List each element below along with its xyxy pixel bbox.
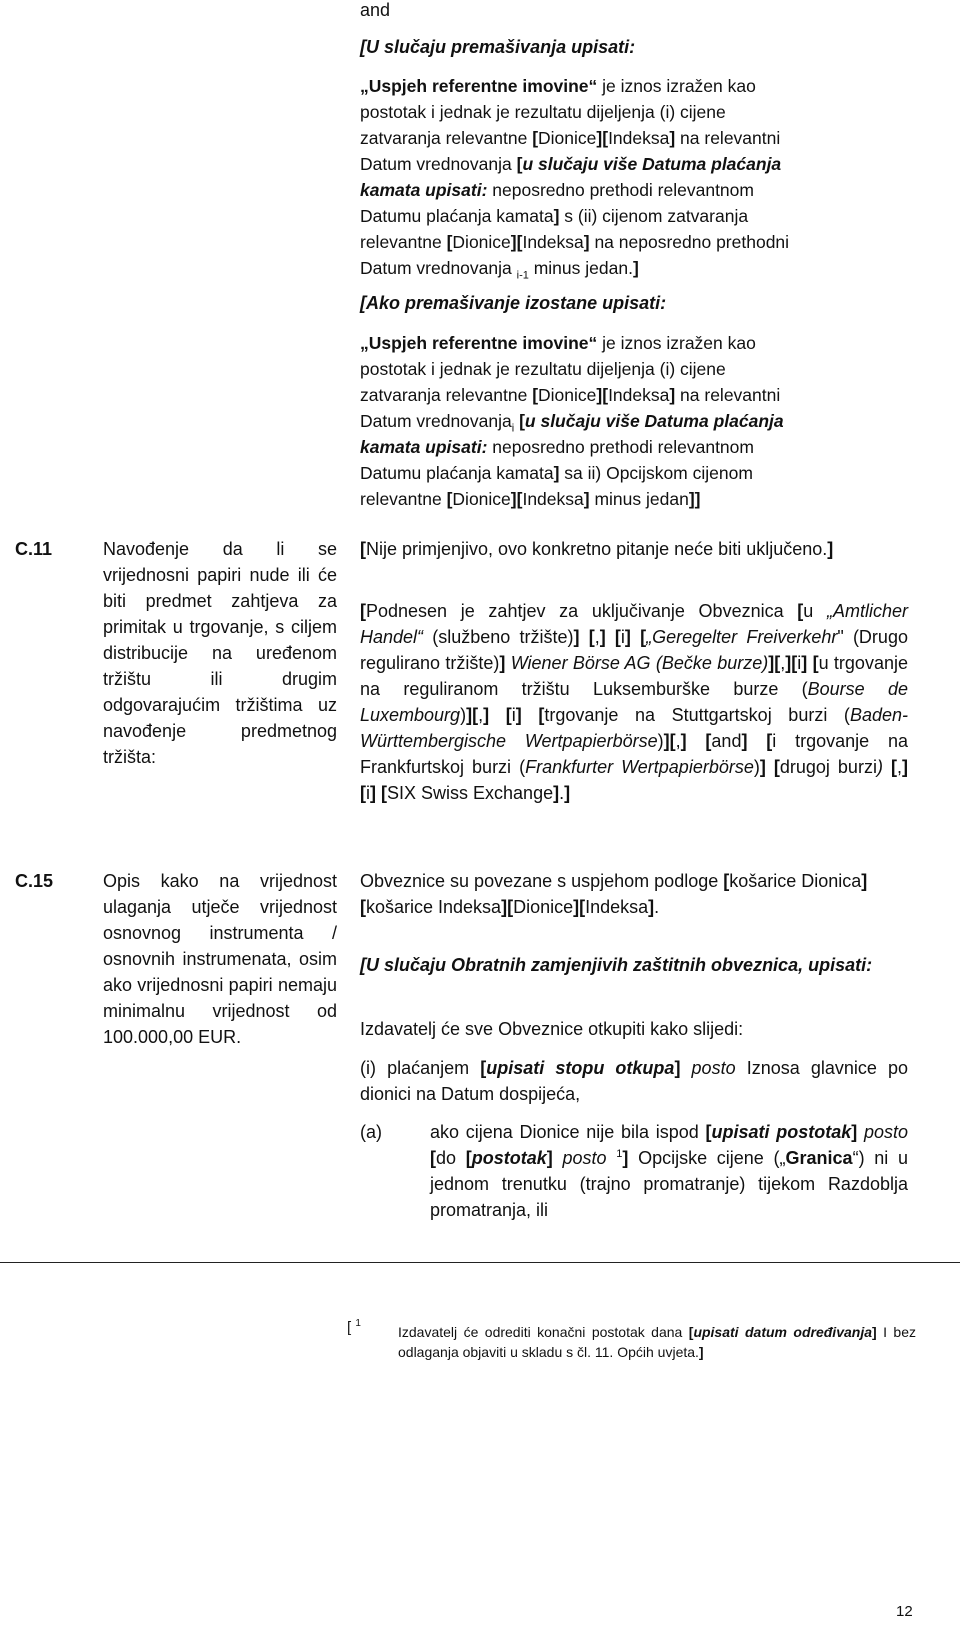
para1-line-7: relevantne [Dionice][Indeksa] na neposredno prethodni bbox=[360, 232, 790, 252]
page-number: 12 bbox=[896, 1603, 913, 1620]
c11-code: C.11 bbox=[15, 539, 53, 559]
para1-line-3: zatvaranja relevantne [Dionice][Indeksa] na relevantni bbox=[360, 128, 781, 148]
c15-item-a-label: (a) bbox=[360, 1122, 382, 1142]
heading-outperformance-text: [U slučaju premašivanja upisati: bbox=[360, 37, 636, 57]
c15-linked: Obveznice su povezane s uspjehom podloge [košarice Dionica][košarice Indeksa][Dionice][Indeksa]. bbox=[360, 871, 868, 917]
c11-label: Navođenje da li se vrijednosni papiri nude ili će biti predmet zahtjeva za primitak u trgovanje, s ciljem distribucije na uređenom tržištu ili drugim odgovarajućim tržištima uz navođenje predmetnog tržišta: bbox=[103, 539, 337, 767]
para1-line-5: kamata upisati: neposredno prethodi relevantnom bbox=[360, 180, 754, 200]
para2-line-2: postotak i jednak je rezultatu dijeljenja (i) cijene bbox=[360, 359, 726, 379]
para2-line-1: „Uspjeh referentne imovine“ je iznos izražen kao bbox=[360, 333, 756, 353]
c15-item-a: ako cijena Dionice nije bila ispod [upisati postotak] posto [do [postotak] posto $^1$] Opcijske cijene („Granica“) ni u jednom trenutku (trajno promatranje) tijekom Razdoblja promatranja, ili bbox=[430, 1122, 908, 1220]
c15-code: C.15 bbox=[15, 871, 54, 891]
c11-listing: [Podnesen je zahtjev za uključivanje Obveznica [u „Amtlicher Handel“ (službeno tržište)] [,] [i] [„Geregelter Freiverkehr" (Drugo regulirano tržište)] Wiener Börse AG (Bečke burze)][,][i] [u trgovanje na reguliranom tržištu Luksemburške burze (Bourse de Luxembourg)][,] [i] [trgovanje na Stuttgartskoj burzi (Baden-Württembergische Wertpapierbörse)][,] [and] [i trgovanje na Frankfurtskoj burzi (Frankfurter Wertpapierbörse)] [drugoj burzi) [,] [i] [SIX Swiss Exchange].] bbox=[360, 601, 908, 803]
c11-not-applicable: [Nije primjenjivo, ovo konkretno pitanje neće biti uključeno.] bbox=[360, 539, 834, 559]
footnote-marker: [ $^1$ bbox=[347, 1318, 361, 1336]
para1-line-1: „Uspjeh referentne imovine“ je iznos izražen kao bbox=[360, 76, 756, 96]
para2-line-7: relevantne [Dionice][Indeksa] minus jedan]] bbox=[360, 489, 701, 509]
and-label: and bbox=[360, 0, 391, 20]
footnote-text: Izdavatelj će odrediti konačni postotak dana [upisati datum određivanja] I bez odlaganja objaviti u skladu s čl. 11. Općih uvjeta.] bbox=[398, 1324, 916, 1360]
no-outperformance-paragraph bbox=[360, 330, 908, 512]
para2-line-5: kamata upisati: neposredno prethodi relevantnom bbox=[360, 437, 754, 457]
para1-line-4: Datum vrednovanja [u slučaju više Datuma plaćanja bbox=[360, 154, 782, 174]
para2-line-6: Datumu plaćanja kamata] sa ii) Opcijskom cijenom bbox=[360, 463, 753, 483]
c15-label: Opis kako na vrijednost ulaganja utječe vrijednost osnovnog instrumenta / osnovnih instrumenata, osim ako vrijednosni papiri nemaju minimalnu vrijednost od 100.000,00 EUR. bbox=[103, 871, 337, 1047]
para1-line-2: postotak i jednak je rezultatu dijeljenja (i) cijene bbox=[360, 102, 726, 122]
para1-line-8: Datum vrednovanja $_{i-1}$ minus jedan.] bbox=[360, 258, 639, 282]
para2-line-4: Datum vrednovanja$_i$ [u slučaju više Datuma plaćanja bbox=[360, 411, 784, 435]
para1-line-6: Datumu plaćanja kamata] s (ii) cijenom zatvaranja bbox=[360, 206, 749, 226]
c15-issuer-line: Izdavatelj će sve Obveznice otkupiti kako slijedi: bbox=[360, 1019, 744, 1039]
c15-heading: [U slučaju Obratnih zamjenjivih zaštitnih obveznica, upisati: bbox=[360, 955, 873, 975]
heading-outperformance bbox=[360, 34, 635, 60]
footnote-divider bbox=[0, 1262, 960, 1263]
c15-item-i: (i) plaćanjem [upisati stopu otkupa] posto Iznosa glavnice po dionici na Datum dospijeća, bbox=[360, 1058, 908, 1104]
heading-no-outperformance bbox=[360, 290, 666, 316]
para2-line-3: zatvaranja relevantne [Dionice][Indeksa] na relevantni bbox=[360, 385, 781, 405]
outperformance-paragraph bbox=[360, 73, 908, 281]
heading-no-outperformance-text: [Ako premašivanje izostane upisati: bbox=[360, 293, 667, 313]
